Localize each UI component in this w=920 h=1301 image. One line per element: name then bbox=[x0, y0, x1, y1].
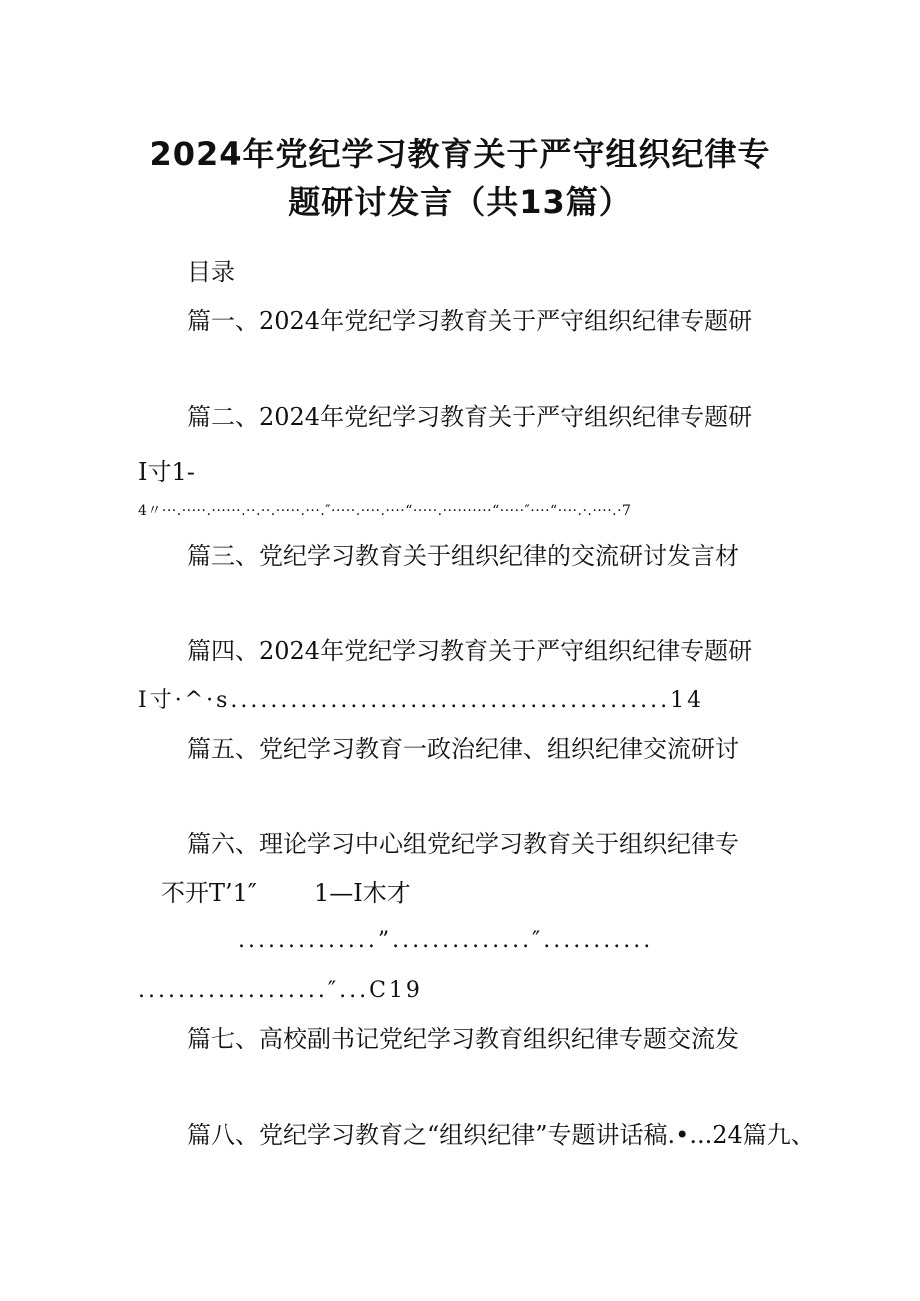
document-title-line-1: 2024年党纪学习教育关于严守组织纪律专 bbox=[149, 135, 771, 173]
toc-entry-6-leader-1: ..............”..............″........... bbox=[238, 928, 654, 953]
toc-entry-6-fragment-a: 不开T’1″ bbox=[161, 879, 257, 907]
toc-entry-6-fragment-b: 1—I木才 bbox=[314, 879, 411, 907]
document-title-line-2: 题研讨发言（共13篇） bbox=[288, 183, 632, 221]
toc-entry-4: 篇四、2024年党纪学习教育关于严守组织纪律专题研 bbox=[187, 637, 753, 665]
toc-entry-2: 篇二、2024年党纪学习教育关于严守组织纪律专题研 bbox=[187, 403, 753, 431]
toc-entry-8: 篇八、党纪学习教育之“组织纪律”专题讲话稿.•...24篇九、 bbox=[187, 1121, 815, 1149]
toc-entry-3: 篇三、党纪学习教育关于组织纪律的交流研讨发言材 bbox=[187, 542, 739, 570]
toc-heading: 目录 bbox=[187, 258, 235, 286]
toc-entry-2-leader: 4〃···.·····.······.··.··.·····.···.″·····.····.····“·····.··········“·····″····“····.·.····.·7 bbox=[138, 503, 632, 519]
toc-entry-6-leader-2: ...................″...C19 bbox=[138, 978, 423, 1003]
toc-entry-6: 篇六、理论学习中心组党纪学习教育关于组织纪律专 bbox=[187, 830, 739, 858]
toc-entry-2-continuation: I寸1- bbox=[138, 458, 195, 486]
toc-entry-1: 篇一、2024年党纪学习教育关于严守组织纪律专题研 bbox=[187, 307, 753, 335]
toc-entry-7: 篇七、高校副书记党纪学习教育组织纪律专题交流发 bbox=[187, 1025, 739, 1053]
toc-entry-4-leader: I寸·^·s............................................14 bbox=[138, 688, 705, 713]
toc-entry-5: 篇五、党纪学习教育一政治纪律、组织纪律交流研讨 bbox=[187, 735, 739, 763]
